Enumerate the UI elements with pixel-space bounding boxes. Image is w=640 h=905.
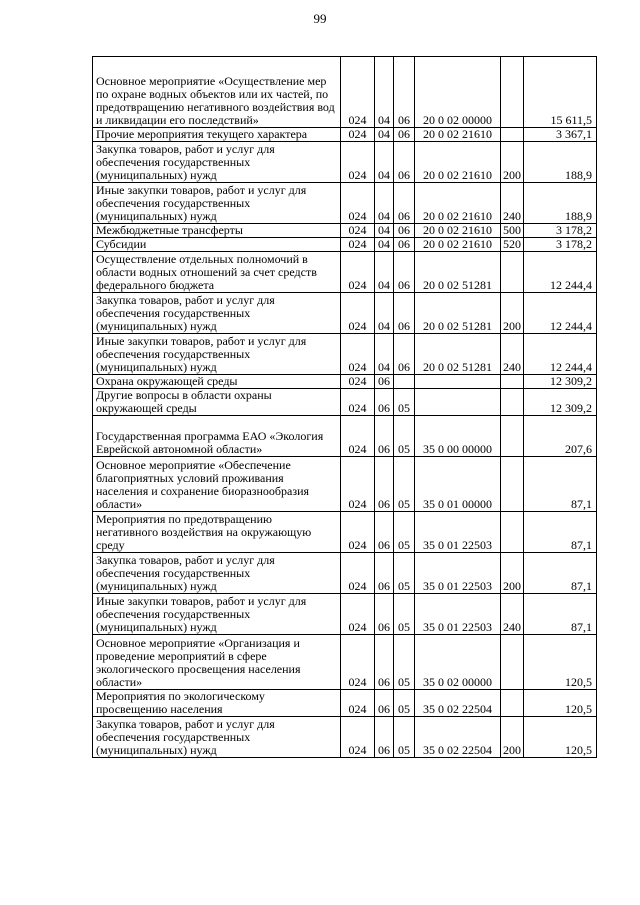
amount: 12 244,4 (524, 293, 597, 334)
ministry-code: 024 (341, 512, 375, 553)
target-code: 20 0 02 51281 (415, 334, 501, 375)
subsection-code: 05 (394, 594, 415, 635)
expense-type-code (501, 375, 524, 389)
ministry-code: 024 (341, 457, 375, 512)
subsection-code: 06 (394, 293, 415, 334)
table-row (93, 717, 597, 758)
section-code: 04 (375, 238, 394, 252)
ministry-code: 024 (341, 416, 375, 457)
ministry-code: 024 (341, 375, 375, 389)
expense-type-code: 200 (501, 142, 524, 183)
subsection-code (394, 375, 415, 389)
subsection-code: 06 (394, 238, 415, 252)
section-code: 06 (375, 416, 394, 457)
target-code: 20 0 02 21610 (415, 128, 501, 142)
section-code: 06 (375, 375, 394, 389)
ministry-code: 024 (341, 635, 375, 690)
section-code: 06 (375, 690, 394, 717)
subsection-code: 06 (394, 128, 415, 142)
ministry-code: 024 (341, 334, 375, 375)
row-name: Закупка товаров, работ и услуг для обеспечения государственных (муниципальных) нужд (93, 717, 341, 758)
row-name: Закупка товаров, работ и услуг для обеспечения государственных (муниципальных) нужд (93, 553, 341, 594)
section-code: 04 (375, 142, 394, 183)
target-code: 35 0 02 22504 (415, 717, 501, 758)
expense-type-code (501, 416, 524, 457)
amount: 12 244,4 (524, 334, 597, 375)
amount: 120,5 (524, 717, 597, 758)
ministry-code: 024 (341, 128, 375, 142)
table-row (93, 57, 597, 128)
table-row (93, 389, 597, 416)
row-name: Основное мероприятие «Обеспечение благоприятных условий проживания населения и сохранение биоразнообразия области» (93, 457, 341, 512)
ministry-code: 024 (341, 183, 375, 224)
target-code: 20 0 02 51281 (415, 293, 501, 334)
section-code: 06 (375, 457, 394, 512)
subsection-code: 05 (394, 457, 415, 512)
table-row (93, 238, 597, 252)
table-row (93, 252, 597, 293)
table-row (93, 457, 597, 512)
budget-table (92, 56, 597, 758)
row-name: Основное мероприятие «Осуществление мер по охране водных объектов или их частей, по предотвращению негативного воздействия вод и ликвидации его последствий» (93, 57, 341, 128)
table-row (93, 334, 597, 375)
row-name: Охрана окружающей среды (93, 375, 341, 389)
table-row (93, 128, 597, 142)
table-row (93, 635, 597, 690)
amount: 188,9 (524, 183, 597, 224)
subsection-code: 06 (394, 334, 415, 375)
amount: 15 611,5 (524, 57, 597, 128)
ministry-code: 024 (341, 238, 375, 252)
section-code: 06 (375, 553, 394, 594)
target-code: 35 0 01 22503 (415, 594, 501, 635)
section-code: 04 (375, 128, 394, 142)
row-name: Осуществление отдельных полномочий в области водных отношений за счет средств федерального бюджета (93, 252, 341, 293)
target-code (415, 375, 501, 389)
subsection-code: 05 (394, 635, 415, 690)
table-row (93, 690, 597, 717)
expense-type-code: 200 (501, 717, 524, 758)
target-code (415, 389, 501, 416)
section-code: 04 (375, 224, 394, 238)
ministry-code: 024 (341, 553, 375, 594)
subsection-code: 05 (394, 389, 415, 416)
amount: 12 309,2 (524, 375, 597, 389)
table-row (93, 416, 597, 457)
ministry-code: 024 (341, 389, 375, 416)
amount: 87,1 (524, 512, 597, 553)
amount: 120,5 (524, 690, 597, 717)
subsection-code: 06 (394, 142, 415, 183)
target-code: 20 0 02 21610 (415, 238, 501, 252)
section-code: 04 (375, 183, 394, 224)
target-code: 35 0 02 22504 (415, 690, 501, 717)
subsection-code: 05 (394, 416, 415, 457)
section-code: 06 (375, 635, 394, 690)
row-name: Закупка товаров, работ и услуг для обеспечения государственных (муниципальных) нужд (93, 293, 341, 334)
section-code: 04 (375, 252, 394, 293)
ministry-code: 024 (341, 594, 375, 635)
table-row (93, 142, 597, 183)
table-row (93, 183, 597, 224)
table-row (93, 553, 597, 594)
target-code: 35 0 01 00000 (415, 457, 501, 512)
section-code: 06 (375, 389, 394, 416)
expense-type-code (501, 128, 524, 142)
amount: 12 309,2 (524, 389, 597, 416)
page-number: 99 (313, 11, 327, 26)
row-name: Иные закупки товаров, работ и услуг для обеспечения государственных (муниципальных) нужд (93, 594, 341, 635)
amount: 120,5 (524, 635, 597, 690)
table-row (93, 293, 597, 334)
row-name: Государственная программа ЕАО «Экология Еврейской автономной области» (93, 416, 341, 457)
target-code: 35 0 01 22503 (415, 512, 501, 553)
subsection-code: 05 (394, 717, 415, 758)
expense-type-code: 240 (501, 334, 524, 375)
expense-type-code: 200 (501, 553, 524, 594)
table-row (93, 512, 597, 553)
section-code: 04 (375, 57, 394, 128)
row-name: Иные закупки товаров, работ и услуг для обеспечения государственных (муниципальных) нужд (93, 183, 341, 224)
target-code: 20 0 02 21610 (415, 224, 501, 238)
expense-type-code (501, 389, 524, 416)
subsection-code: 05 (394, 690, 415, 717)
row-name: Мероприятия по экологическому просвещению населения (93, 690, 341, 717)
section-code: 06 (375, 594, 394, 635)
amount: 3 367,1 (524, 128, 597, 142)
amount: 87,1 (524, 594, 597, 635)
target-code: 20 0 02 21610 (415, 183, 501, 224)
row-name: Другие вопросы в области охраны окружающей среды (93, 389, 341, 416)
ministry-code: 024 (341, 57, 375, 128)
target-code: 20 0 02 00000 (415, 57, 501, 128)
amount: 87,1 (524, 553, 597, 594)
section-code: 06 (375, 512, 394, 553)
table-row (93, 224, 597, 238)
expense-type-code: 240 (501, 594, 524, 635)
ministry-code: 024 (341, 717, 375, 758)
ministry-code: 024 (341, 252, 375, 293)
subsection-code: 06 (394, 183, 415, 224)
ministry-code: 024 (341, 224, 375, 238)
row-name: Мероприятия по предотвращению негативного воздействия на окружающую среду (93, 512, 341, 553)
row-name: Прочие мероприятия текущего характера (93, 128, 341, 142)
expense-type-code: 240 (501, 183, 524, 224)
expense-type-code: 520 (501, 238, 524, 252)
subsection-code: 05 (394, 553, 415, 594)
expense-type-code (501, 635, 524, 690)
ministry-code: 024 (341, 293, 375, 334)
row-name: Основное мероприятие «Организация и проведение мероприятий в сфере экологического просвещения населения области» (93, 635, 341, 690)
section-code: 04 (375, 334, 394, 375)
target-code: 35 0 01 22503 (415, 553, 501, 594)
table-row (93, 375, 597, 389)
subsection-code: 05 (394, 512, 415, 553)
expense-type-code (501, 690, 524, 717)
target-code: 35 0 00 00000 (415, 416, 501, 457)
target-code: 20 0 02 51281 (415, 252, 501, 293)
amount: 3 178,2 (524, 224, 597, 238)
expense-type-code (501, 252, 524, 293)
subsection-code: 06 (394, 252, 415, 293)
subsection-code: 06 (394, 224, 415, 238)
subsection-code: 06 (394, 57, 415, 128)
row-name: Закупка товаров, работ и услуг для обеспечения государственных (муниципальных) нужд (93, 142, 341, 183)
amount: 188,9 (524, 142, 597, 183)
row-name: Межбюджетные трансферты (93, 224, 341, 238)
expense-type-code (501, 57, 524, 128)
section-code: 06 (375, 717, 394, 758)
expense-type-code (501, 457, 524, 512)
expense-type-code: 500 (501, 224, 524, 238)
target-code: 35 0 02 00000 (415, 635, 501, 690)
row-name: Субсидии (93, 238, 341, 252)
expense-type-code (501, 512, 524, 553)
expense-type-code: 200 (501, 293, 524, 334)
section-code: 04 (375, 293, 394, 334)
ministry-code: 024 (341, 142, 375, 183)
amount: 207,6 (524, 416, 597, 457)
amount: 3 178,2 (524, 238, 597, 252)
amount: 87,1 (524, 457, 597, 512)
target-code: 20 0 02 21610 (415, 142, 501, 183)
row-name: Иные закупки товаров, работ и услуг для обеспечения государственных (муниципальных) нужд (93, 334, 341, 375)
table-row (93, 594, 597, 635)
amount: 12 244,4 (524, 252, 597, 293)
ministry-code: 024 (341, 690, 375, 717)
